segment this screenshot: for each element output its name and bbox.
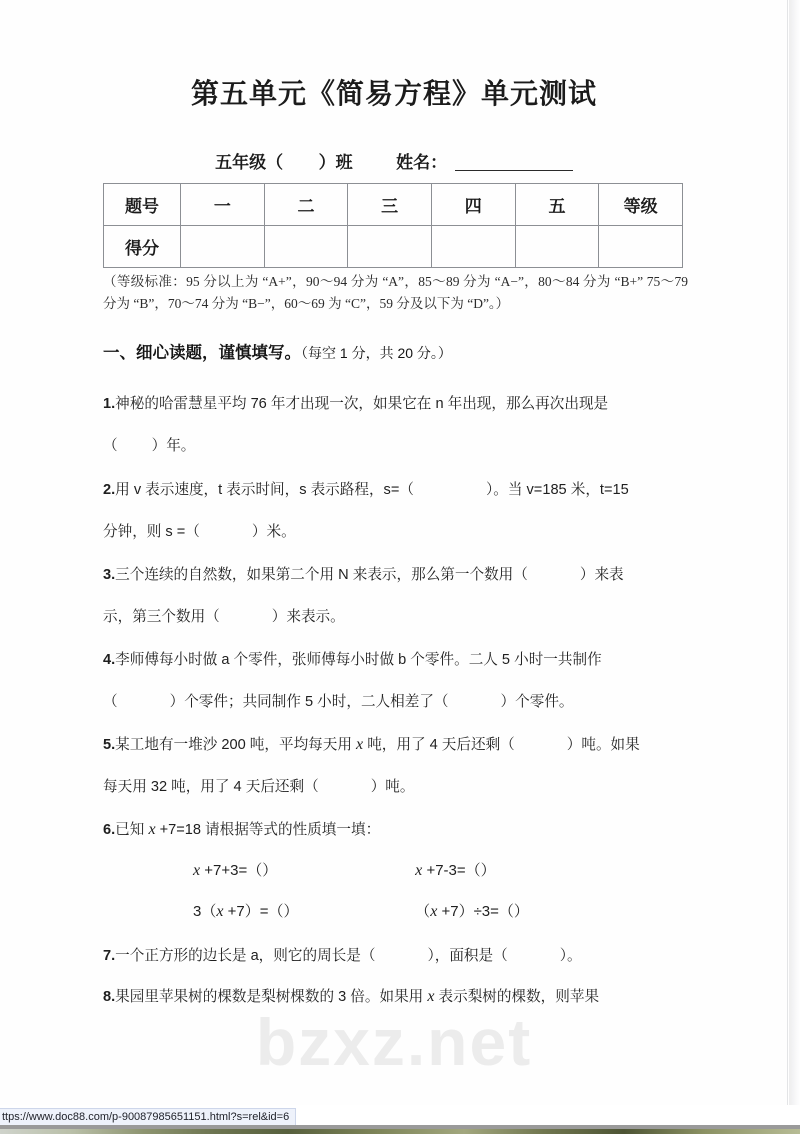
table-cell-score-4 (431, 226, 515, 268)
table-cell-header-label: 题号 (104, 184, 181, 226)
question-4-text-b: ）个零件；共同制作 5 小时，二人相差了（ (169, 694, 449, 710)
status-bar-url: ttps://www.doc88.com/p-90087985651151.html?s=rel&id=6 (0, 1108, 296, 1127)
question-3-text-c: 示，第三个数用（ (103, 609, 220, 625)
question-6 (103, 809, 688, 851)
question-4-blank-open: （ (103, 694, 118, 710)
variable-x: x (356, 736, 364, 753)
eq-2-1-close: ） (283, 903, 299, 920)
question-1-text-a: 神秘的哈雷慧星平均 76 年才出现一次，如果它在 n 年出现，那么再次出现是 (115, 396, 609, 412)
question-7-number: 7. (103, 948, 116, 964)
name-write-rule (455, 170, 573, 171)
class-name-line (0, 148, 788, 173)
question-6-stem-a: 已知 (115, 822, 145, 838)
eq-1-2-close: ） (480, 862, 496, 879)
grade-prefix-label: 五年级（ (215, 153, 284, 172)
question-7-text-b: ），面积是（ (427, 948, 508, 964)
table-cell-score-1 (181, 226, 265, 268)
question-2-text-c: 分钟，则 s =（ (103, 524, 200, 540)
question-7-text-a: 一个正方形的边长是 a，则它的周长是（ (115, 948, 376, 964)
question-5-number: 5. (103, 737, 116, 753)
question-2-number: 2. (103, 482, 116, 498)
eq-2-1-prefix: 3（ (193, 903, 217, 920)
question-2-line-2 (103, 511, 688, 553)
desktop-wallpaper-sliver (0, 1129, 800, 1134)
question-1 (103, 383, 688, 467)
eq-2-2-close: ） (513, 903, 529, 920)
table-row (104, 226, 683, 268)
equation-2-2 (415, 892, 529, 932)
variable-x: x (415, 862, 423, 879)
eq-1-1-body: +7+3=（ (204, 862, 263, 879)
question-8-number: 8. (103, 989, 116, 1005)
question-3-number: 3. (103, 567, 116, 583)
browser-bottom-strip (0, 1105, 800, 1134)
page-title: 第五单元《简易方程》单元测试 (190, 77, 597, 110)
grade-standard-note: （等级标准：95 分以上为 “A+”，90～94 分为 “A”，85～89 分为 “A−”，80～84 分为 “B+” 75～79 分为 “B”，70～74 分为 “B−”，60～69 为 “C”，59 分及以下为 “D”。） (103, 274, 688, 311)
table-cell-header-2: 二 (264, 184, 348, 226)
table-cell-score-label: 得分 (104, 226, 181, 268)
question-3-text-a: 三个连续的自然数，如果第二个用 N 来表示，那么第一个数用（ (115, 567, 528, 583)
question-1-line-1 (103, 383, 688, 425)
table-cell-header-3: 三 (348, 184, 432, 226)
table-cell-header-grade: 等级 (599, 184, 683, 226)
question-7-line-1 (103, 935, 688, 977)
question-5-text-d: 每天用 32 吨，用了 4 天后还剩（ (103, 779, 319, 795)
eq-1-1-close: ） (262, 862, 278, 879)
question-4-number: 4. (103, 652, 116, 668)
question-4 (103, 639, 688, 723)
equation-2-1 (193, 892, 411, 932)
question-5 (103, 724, 688, 808)
question-5-text-b: 吨，用了 4 天后还剩（ (367, 737, 515, 753)
question-2 (103, 469, 688, 553)
question-8-text-a: 果园里苹果树的棵数是梨树棵数的 3 倍。如果用 (115, 989, 424, 1005)
page-edge-shadow (789, 0, 800, 1105)
table-cell-header-1: 一 (181, 184, 265, 226)
eq-2-1-body: +7）=（ (227, 903, 284, 920)
table-cell-score-2 (264, 226, 348, 268)
question-5-line-1 (103, 724, 688, 766)
score-table (103, 183, 683, 268)
question-4-line-1 (103, 639, 688, 681)
section-points-text: （每空 1 分，共 20 分。） (301, 345, 452, 361)
question-4-text-c: ）个零件。 (500, 694, 574, 710)
variable-x: x (193, 862, 201, 879)
question-7 (103, 935, 688, 977)
question-3 (103, 554, 688, 638)
table-cell-score-5 (515, 226, 599, 268)
question-5-line-2 (103, 766, 688, 808)
eq-2-2-prefix: （ (415, 903, 431, 920)
question-2-line-1 (103, 469, 688, 511)
table-cell-score-grade (599, 226, 683, 268)
question-1-line-2 (103, 425, 688, 467)
question-2-text-a: 用 v 表示速度，t 表示时间，s 表示路程，s=（ (115, 482, 414, 498)
question-5-text-a: 某工地有一堆沙 200 吨，平均每天用 (115, 737, 352, 753)
variable-x: x (216, 903, 224, 920)
equation-1-1 (193, 851, 411, 891)
question-3-line-1 (103, 554, 688, 596)
table-row (104, 184, 683, 226)
question-5-text-e: ）吨。 (370, 779, 415, 795)
section-heading (103, 339, 452, 363)
table-cell-header-4: 四 (431, 184, 515, 226)
eq-2-2-body: +7）÷3=（ (441, 903, 514, 920)
grade-suffix-label: ）班 (318, 153, 353, 172)
question-8-text-b: 表示梨树的棵数，则苹果 (438, 989, 600, 1005)
question-3-text-b: ）来表 (579, 567, 624, 583)
question-7-text-c: ）。 (559, 948, 582, 964)
question-3-text-d: ）来表示。 (271, 609, 345, 625)
question-4-line-2 (103, 681, 688, 723)
table-cell-header-5: 五 (515, 184, 599, 226)
watermark: bzxz.net (255, 1005, 533, 1079)
question-6-equation-row-2 (103, 892, 688, 932)
table-cell-score-3 (348, 226, 432, 268)
question-2-text-d: ）米。 (251, 524, 296, 540)
equation-1-2 (415, 851, 496, 891)
variable-x: x (430, 903, 438, 920)
question-4-text-a: 李师傅每小时做 a 个零件，张师傅每小时做 b 个零件。二人 5 小时一共制作 (115, 652, 602, 668)
section-heading-text: 一、细心读题，谨慎填写。 (103, 344, 301, 362)
question-5-text-c: ）吨。如果 (566, 737, 640, 753)
question-3-line-2 (103, 596, 688, 638)
question-6-equation-row-1 (103, 851, 688, 891)
question-6-number: 6. (103, 822, 116, 838)
name-label: 姓名： (396, 153, 448, 172)
eq-1-2-body: +7-3=（ (426, 862, 481, 879)
question-2-text-b: ）。当 v=185 米，t=15 (485, 482, 629, 498)
question-1-number: 1. (103, 396, 116, 412)
question-6-stem-b: +7=18 请根据等式的性质填一填： (159, 822, 381, 838)
variable-x: x (427, 988, 435, 1005)
question-1-blank-open: （ (103, 438, 118, 454)
variable-x: x (148, 821, 156, 838)
question-6-stem (103, 809, 688, 851)
question-1-text-b: ）年。 (151, 438, 196, 454)
